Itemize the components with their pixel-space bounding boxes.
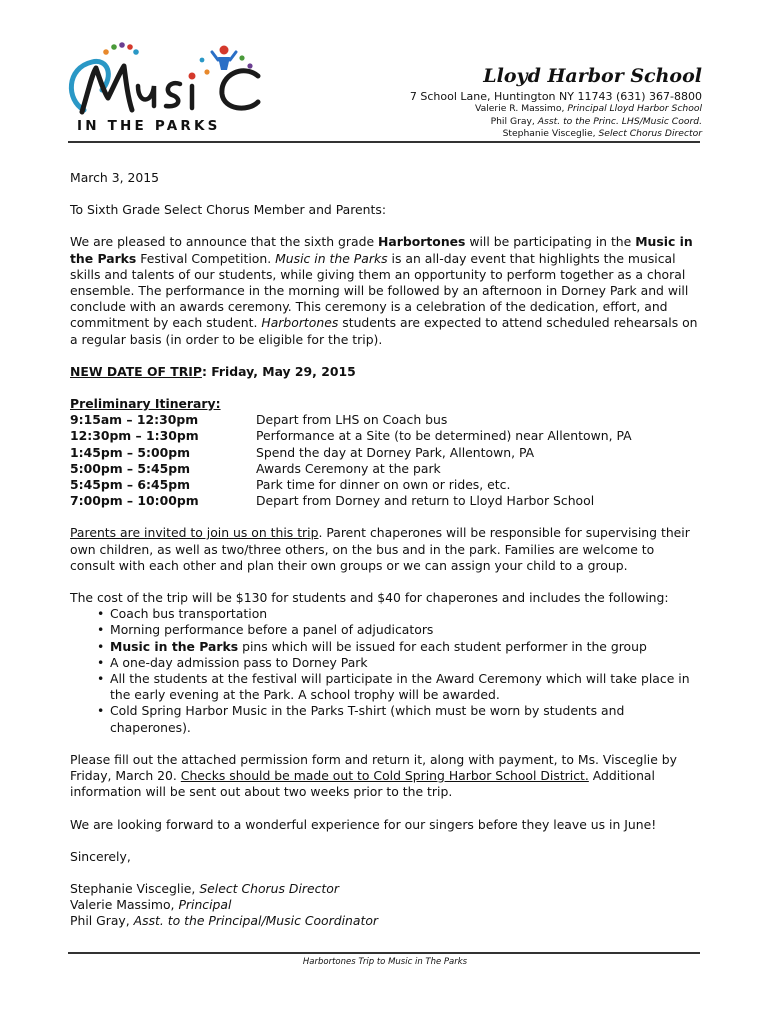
staff-name: Phil Gray, xyxy=(490,115,538,127)
list-item: • Morning performance before a panel of adjudicators xyxy=(108,622,702,638)
letter-date: March 3, 2015 xyxy=(70,170,160,185)
itinerary-time: 12:30pm – 1:30pm xyxy=(70,428,199,444)
logo-tagline: IN THE PARKS xyxy=(77,118,221,134)
staff-name: Stephanie Visceglie, xyxy=(502,128,599,139)
itinerary-activity: Performance at a Site (to be determined) near Allentown, PA xyxy=(256,428,632,444)
school-address: 7 School Lane, Huntington NY 11743 (631) 367-8800 xyxy=(409,90,702,103)
staff-title: Asst. to the Princ. LHS/Music Coord. xyxy=(537,115,702,127)
list-item: • Coach bus transportation xyxy=(108,606,702,622)
music-in-the-parks-logo xyxy=(62,40,266,136)
signature-title: Select Chorus Director xyxy=(199,880,339,896)
list-item: • A one-day admission pass to Dorney Park xyxy=(108,655,702,671)
sign-off: Sincerely, xyxy=(70,848,131,864)
itinerary-table xyxy=(70,412,702,509)
itinerary-activity: Awards Ceremony at the park xyxy=(256,460,441,476)
cost-list xyxy=(70,606,702,736)
staff-title: Principal Lloyd Harbor School xyxy=(567,103,702,114)
letter-body xyxy=(70,170,702,930)
text-run: Festival Competition. xyxy=(136,250,276,266)
intro-paragraph xyxy=(70,234,702,347)
text-run: . Parent chaperones will be responsible for supervising their own children, as well as two/three others, on the bus and in the park. Families are welcome to consult with each other and plan their own groups or we can assign your child to a group. xyxy=(70,525,690,573)
signature-line xyxy=(70,897,702,913)
signature-line xyxy=(70,881,702,897)
text-run: Harbortones xyxy=(261,315,339,331)
itinerary-time: 5:00pm – 5:45pm xyxy=(70,460,191,476)
header-divider xyxy=(68,141,700,143)
text-run: Checks should be made out to Cold Spring Harbor School District. xyxy=(180,768,589,784)
text-run: Harbortones xyxy=(378,234,466,250)
list-item: • Cold Spring Harbor Music in the Parks T-shirt (which must be worn by students and chaperones). xyxy=(108,703,702,735)
permission-paragraph xyxy=(70,752,702,801)
trip-date-value: : Friday, May 29, 2015 xyxy=(201,363,356,379)
itinerary-activity: Depart from Dorney and return to Lloyd Harbor School xyxy=(256,493,595,509)
text-run: Additional information will be sent out about two weeks prior to the trip. xyxy=(70,768,655,800)
signature-name: Stephanie Visceglie, xyxy=(70,880,200,896)
text-run: Please fill out the attached permission form and return it, along with payment, to Ms. Visceglie by Friday, March 20. xyxy=(70,751,677,784)
parents-paragraph xyxy=(70,525,702,574)
signature-title: Principal xyxy=(178,897,232,913)
signature-line xyxy=(70,913,702,929)
text-run: Music in the Parks xyxy=(275,250,388,266)
trip-date xyxy=(70,364,702,380)
list-item: • All the students at the festival will participate in the Award Ceremony which will take place in the early evening at the Park. A school trophy will be awarded. xyxy=(108,671,702,703)
staff-line xyxy=(410,116,702,129)
text-run: Music in the Parks xyxy=(110,638,239,654)
signature-name: Valerie Massimo, xyxy=(70,897,179,913)
letterhead xyxy=(410,65,702,141)
itinerary-heading: Preliminary Itinerary: xyxy=(70,396,221,412)
text-run: pins which will be issued for each student performer in the group xyxy=(242,638,647,654)
staff-title: Select Chorus Director xyxy=(598,128,702,139)
text-run: is an all-day event that highlights the musical skills and talents of our students, while giving them an opportunity to perform together as a choral ensemble. The performance in the morning will be followed by an afternoon in Dorney Park and will conclude with an awards ceremony. This ceremony is a celebration of the dedication, effort, and commitment by each student. xyxy=(70,250,689,331)
school-name: Lloyd Harbor School xyxy=(483,65,702,87)
text-run: will be participating in the xyxy=(465,234,636,250)
staff-line xyxy=(410,103,702,116)
text-run: students are expected to attend scheduled rehearsals on a regular basis (in order to be eligible for the trip). xyxy=(70,315,698,347)
itinerary-activity: Spend the day at Dorney Park, Allentown, PA xyxy=(256,444,535,460)
footer-divider xyxy=(68,952,700,954)
itinerary-time: 5:45pm – 6:45pm xyxy=(70,477,191,493)
list-item xyxy=(108,639,702,655)
text-run: We are pleased to announce that the sixth grade xyxy=(70,234,379,250)
itinerary-time: 7:00pm – 10:00pm xyxy=(70,493,199,509)
page-footer: Harbortones Trip to Music in The Parks xyxy=(302,957,468,967)
trip-date-label: NEW DATE OF TRIP xyxy=(70,363,202,379)
itinerary-activity: Park time for dinner on own or rides, etc. xyxy=(256,477,511,493)
letter-salutation: To Sixth Grade Select Chorus Member and Parents: xyxy=(70,202,387,218)
itinerary-time: 9:15am – 12:30pm xyxy=(70,412,199,428)
staff-name: Valerie R. Massimo, xyxy=(475,103,568,114)
closing-line: We are looking forward to a wonderful experience for our singers before they leave us in June! xyxy=(70,816,657,832)
text-run: Music in the Parks xyxy=(70,234,693,266)
signature-title: Asst. to the Principal/Music Coordinator xyxy=(133,913,379,929)
itinerary-activity: Depart from LHS on Coach bus xyxy=(256,412,448,428)
signature-name: Phil Gray, xyxy=(70,913,134,929)
cost-intro: The cost of the trip will be $130 for students and $40 for chaperones and includes the following: xyxy=(70,590,669,606)
text-run: Parents are invited to join us on this trip xyxy=(70,525,319,541)
itinerary-time: 1:45pm – 5:00pm xyxy=(70,444,191,460)
music-logo-graphic xyxy=(62,40,266,120)
staff-line xyxy=(410,128,702,141)
